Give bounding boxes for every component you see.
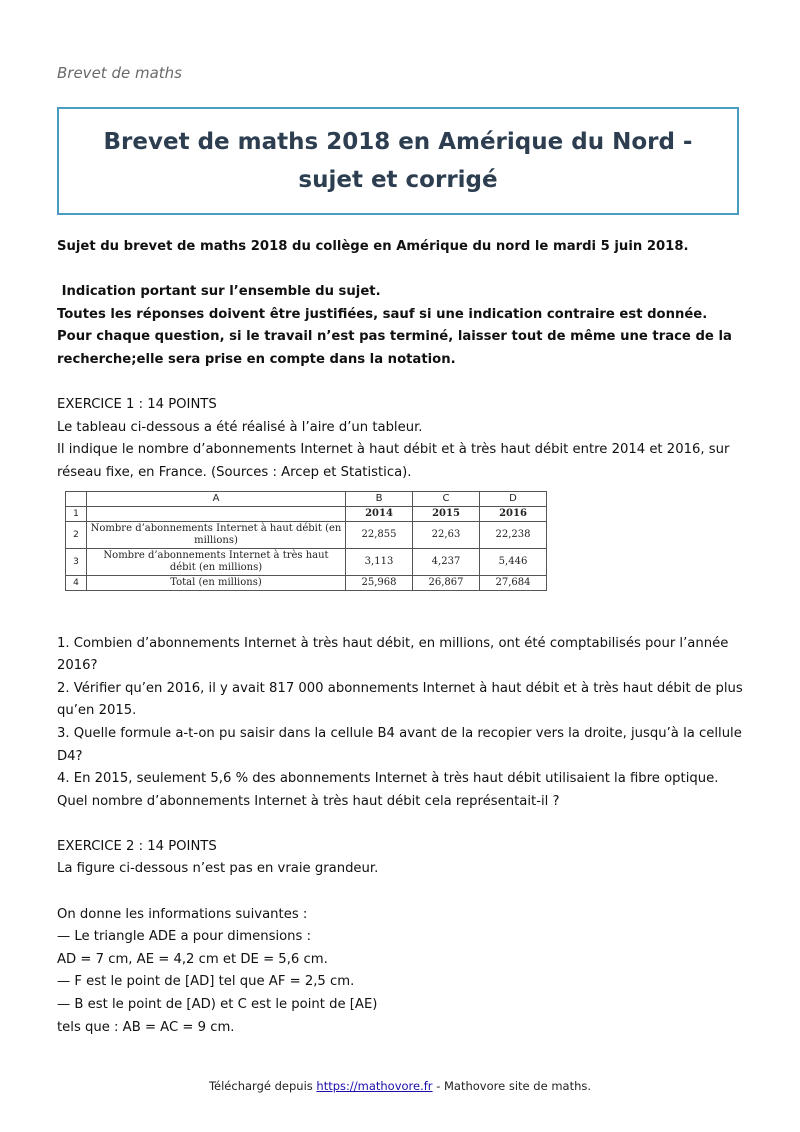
header-label: Brevet de maths	[57, 64, 182, 82]
table-cell: 2015	[413, 506, 480, 521]
intro-trace: Pour chaque question, si le travail n’est pas terminé, laisser tout de même une trace de la recherche;elle sera prise en compte dans la notation.	[57, 329, 732, 367]
spreadsheet-header-row	[66, 491, 547, 506]
column-header: D	[480, 491, 547, 506]
table-cell: 22,238	[480, 521, 547, 548]
table-cell: 26,867	[413, 575, 480, 590]
question: 4. En 2015, seulement 5,6 % des abonnements Internet à très haut débit utilisaient la fibre optique. Quel nombre d’abonnements Internet à très haut débit cela représentait-il ?	[57, 771, 719, 809]
table-cell: 25,968	[346, 575, 413, 590]
exercise1-line: Le tableau ci-dessous a été réalisé à l’aire d’un tableur.	[57, 419, 423, 435]
table-row	[66, 506, 547, 521]
exercise2-line: La figure ci-dessous n’est pas en vraie grandeur.	[57, 861, 379, 877]
table-cell: 4,237	[413, 548, 480, 575]
footer-suffix: - Mathovore site de maths.	[432, 1079, 592, 1093]
table-cell: 5,446	[480, 548, 547, 575]
info-line: — F est le point de [AD] tel que AF = 2,5 cm.	[57, 974, 355, 990]
exercise2-info-intro: On donne les informations suivantes :	[57, 906, 308, 922]
column-header: A	[87, 491, 346, 506]
info-line: tels que : AB = AC = 9 cm.	[57, 1019, 235, 1035]
table-cell: 22,855	[346, 521, 413, 548]
table-cell: 2016	[480, 506, 547, 521]
row-number: 3	[66, 548, 87, 575]
title-box	[57, 107, 739, 215]
intro-justification: Toutes les réponses doivent être justifiées, sauf si une indication contraire est donnée.	[57, 306, 708, 322]
row-number: 2	[66, 521, 87, 548]
question: 2. Vérifier qu’en 2016, il y avait 817 000 abonnements Internet à haut débit et à très haut débit de plus qu’en 2015.	[57, 680, 743, 719]
row-number: 1	[66, 506, 87, 521]
table-row	[66, 548, 547, 575]
table-row	[66, 575, 547, 590]
exercise1-heading: EXERCICE 1 : 14 POINTS	[57, 397, 217, 413]
table-cell: Nombre d’abonnements Internet à très haut débit (en millions)	[87, 548, 346, 575]
table-row	[66, 521, 547, 548]
spreadsheet-figure	[65, 491, 747, 633]
corner-cell	[66, 491, 87, 506]
info-line: — B est le point de [AD) et C est le point de [AE)	[57, 997, 378, 1013]
column-header: B	[346, 491, 413, 506]
info-line: — Le triangle ADE a pour dimensions :	[57, 929, 312, 945]
table-cell: 3,113	[346, 548, 413, 575]
column-header: C	[413, 491, 480, 506]
row-number: 4	[66, 575, 87, 590]
exercise1-line: Il indique le nombre d’abonnements Internet à haut débit et à très haut débit entre 2014 et 2016, sur réseau fixe, en France. (Sources : Arcep et Statistica).	[57, 442, 730, 480]
table-cell: 22,63	[413, 521, 480, 548]
table-cell: Nombre d’abonnements Internet à haut débit (en millions)	[87, 521, 346, 548]
intro-subtitle: Sujet du brevet de maths 2018 du collège en Amérique du nord le mardi 5 juin 2018.	[57, 239, 689, 254]
page-title: Brevet de maths 2018 en Amérique du Nord - sujet et corrigé	[103, 129, 693, 193]
intro-indication: Indication portant sur l’ensemble du sujet.	[57, 284, 381, 300]
table-cell: 2014	[346, 506, 413, 521]
question: 3. Quelle formule a-t-on pu saisir dans la cellule B4 avant de la recopier vers la droite, jusqu’à la cellule D4?	[57, 725, 742, 764]
footer-link[interactable]: https://mathovore.fr	[316, 1079, 433, 1093]
content	[57, 236, 747, 1039]
question: 1. Combien d’abonnements Internet à très haut débit, en millions, ont été comptabilisés pour l’année 2016?	[57, 635, 729, 674]
spreadsheet-table	[65, 491, 547, 591]
exercise2-heading: EXERCICE 2 : 14 POINTS	[57, 838, 217, 854]
footer-prefix: Téléchargé depuis	[208, 1079, 317, 1093]
table-cell	[87, 506, 346, 521]
footer	[0, 1079, 800, 1093]
table-cell: Total (en millions)	[87, 575, 346, 590]
info-line: AD = 7 cm, AE = 4,2 cm et DE = 5,6 cm.	[57, 951, 328, 967]
table-cell: 27,684	[480, 575, 547, 590]
